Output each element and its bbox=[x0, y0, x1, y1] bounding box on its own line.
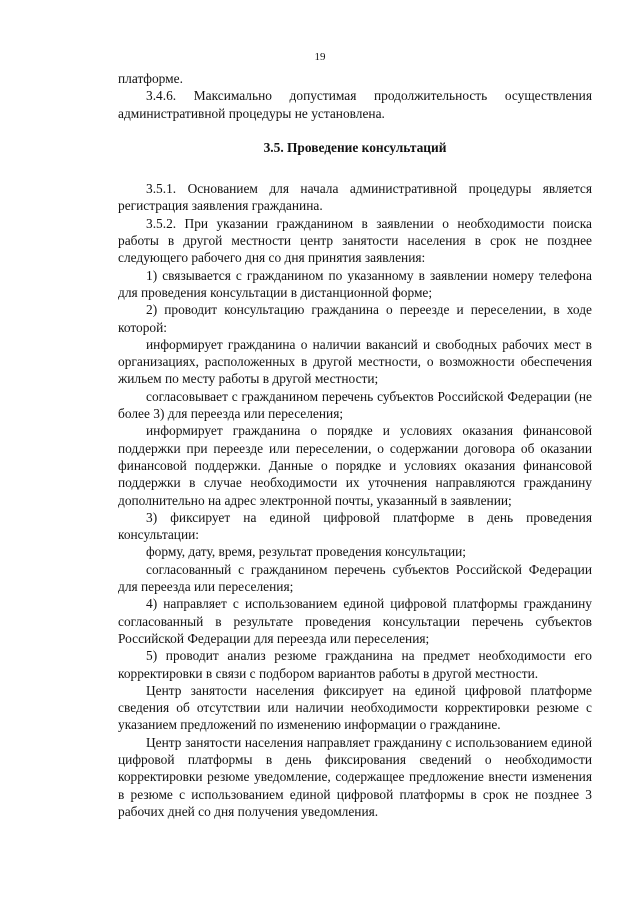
paragraph: 2) проводит консультацию гражданина о переезде и переселении, в ходе которой: bbox=[118, 302, 592, 335]
paragraph: 3.4.6. Максимально допустимая продолжительность осуществления административной процедуры не установлена. bbox=[118, 88, 592, 121]
paragraph: согласованный с гражданином перечень субъектов Российской Федерации для переезда или переселения; bbox=[118, 561, 592, 595]
section-text bbox=[118, 180, 592, 820]
paragraph: 4) направляет с использованием единой цифровой платформы гражданину согласованный в результате проведения консультации перечень субъектов Российской Федерации для переезда или переселения; bbox=[118, 596, 592, 646]
section-heading: 3.5. Проведение консультаций bbox=[263, 139, 447, 155]
paragraph: 3) фиксирует на единой цифровой платформе в день проведения консультации: bbox=[118, 509, 592, 543]
paragraph: Центр занятости населения фиксирует на единой цифровой платформе сведения об отсутствии или наличии необходимости корректировки резюме с указанием предложений по изменению информации о гражданине. bbox=[118, 682, 592, 733]
preceding-text bbox=[118, 70, 592, 122]
paragraph: Центр занятости населения направляет гражданину с использованием единой цифровой платформы в день фиксирования сведений о необходимости корректировки резюме уведомление, содержащее предложение внести изменения в резюме с использованием единой цифровой платформы в срок не позднее 3 рабочих дней со дня получения уведомления. bbox=[118, 734, 592, 819]
paragraph: платформе. bbox=[118, 71, 183, 86]
paragraph: 3.5.1. Основанием для начала административной процедуры является регистрация заявления гражданина. bbox=[118, 181, 592, 214]
paragraph: информирует гражданина о наличии вакансий и свободных рабочих мест в организациях, расположенных в другой местности, о возможности обеспечения жильем по месту работы в другой местности; bbox=[118, 336, 592, 387]
document-body bbox=[118, 70, 592, 820]
paragraph: согласовывает с гражданином перечень субъектов Российской Федерации (не более 3) для переезда или переселения; bbox=[118, 388, 592, 422]
paragraph: информирует гражданина о порядке и условиях оказания финансовой поддержки при переезде или переселении, о содержании договора об оказании финансовой поддержки. Данные о порядке и условиях оказания финансовой поддержки в случае необходимости их уточнения направляются гражданину дополнительно на адрес электронной почты, указанный в заявлении; bbox=[118, 423, 592, 508]
paragraph: форму, дату, время, результат проведения консультации; bbox=[146, 544, 466, 560]
paragraph: 3.5.2. При указании гражданином в заявлении о необходимости поиска работы в другой местности центр занятости населения в срок не позднее следующего рабочего дня со дня принятия заявления: bbox=[118, 215, 592, 266]
paragraph: 1) связывается с гражданином по указанному в заявлении номеру телефона для проведения консультации в дистанционной форме; bbox=[118, 267, 592, 300]
paragraph: 5) проводит анализ резюме гражданина на предмет необходимости его корректировки в связи с подбором вариантов работы в другой местности. bbox=[118, 648, 592, 681]
page-number: 19 bbox=[314, 51, 326, 63]
